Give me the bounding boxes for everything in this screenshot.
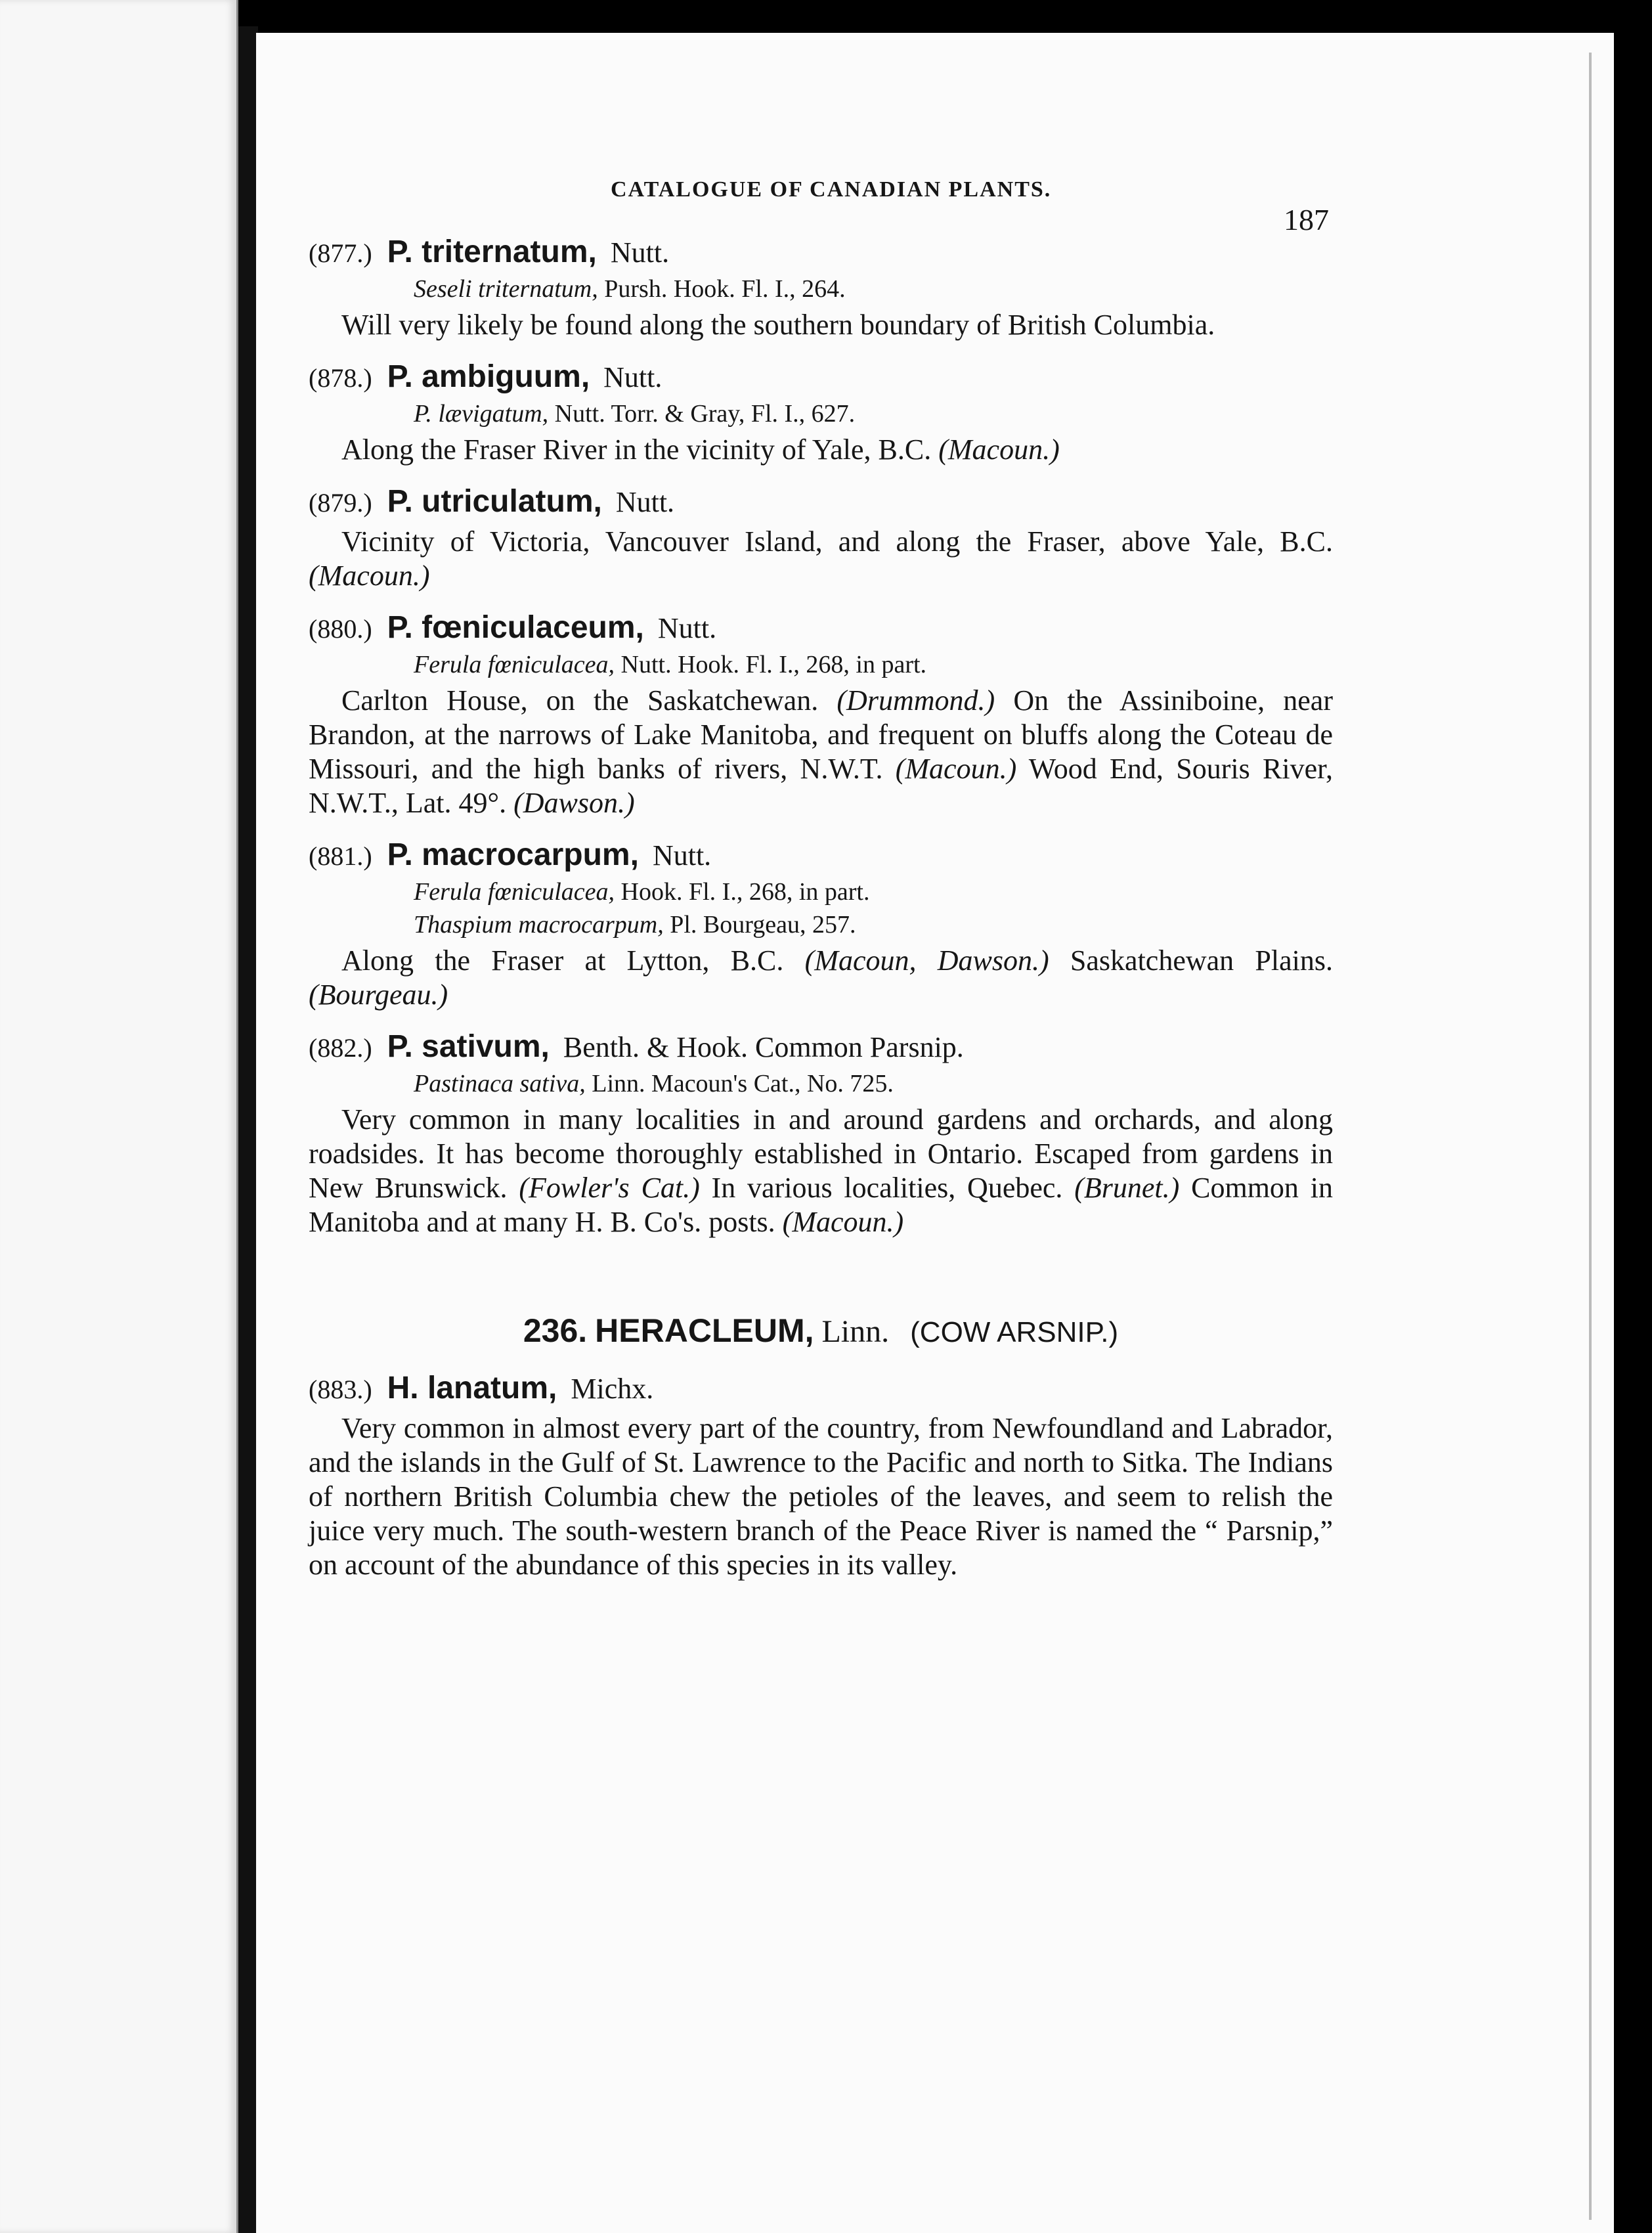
species-name: P. macrocarpum, [387, 837, 639, 872]
synonym-line [414, 875, 1333, 908]
species-name: H. lanatum, [387, 1371, 557, 1405]
synonym-reference: Pl. Bourgeau, 257. [670, 911, 856, 939]
species-entry-882 [309, 1028, 1333, 1239]
description-text: Will very likely be found along the southern boundary of British Columbia. [341, 309, 1215, 341]
entry-number: (879.) [309, 488, 372, 518]
page-edge-line [1589, 53, 1592, 2220]
species-author: Nutt. [610, 236, 670, 269]
synonym-name: Thaspium macrocarpum, [414, 911, 664, 939]
synonym-reference: Pursh. Hook. Fl. I., 264. [604, 275, 846, 303]
entry-heading [309, 609, 1333, 648]
collector-citation: (Macoun.) [309, 560, 430, 592]
entry-description: Very common in almost every part of the country, from Newfoundland and Labrador, and the islands in the Gulf of St. Lawrence to the Pacific and north to Sitka. The Indians of northern British Columbia chew the petioles of the leaves, and seem to relish the juice very much. The south-western branch of the Peace River is named the “ Parsnip,” on account of the abundance of this species in its valley. [309, 1412, 1333, 1581]
entry-heading [309, 358, 1333, 397]
entry-heading [309, 836, 1333, 875]
entry-number: (881.) [309, 841, 372, 871]
synonym-line [414, 648, 1333, 681]
synonym-line [414, 1067, 1333, 1100]
genus-author: Linn. [821, 1314, 890, 1349]
species-author: Nutt. [615, 486, 675, 518]
description-text: On the Assiniboine, near Brandon, at the narrows of Lake Manitoba, and frequent on bluffs along the Coteau de Missouri, and the high banks of rivers, N.W.T. [309, 684, 1333, 785]
description-text: Very common in many localities in and around gardens and orchards, and along roadsides. It has become thoroughly established in Ontario. Escaped from gardens in New Brunswick. [309, 1103, 1333, 1204]
species-author: Nutt. [657, 612, 717, 644]
entry-number: (882.) [309, 1033, 372, 1063]
description-text: Wood End, Souris River, N.W.T., Lat. 49°. [309, 753, 1333, 819]
species-entry-880 [309, 609, 1333, 820]
genus-common-name: (COW ARSNIP.) [910, 1316, 1119, 1348]
species-entry-881 [309, 836, 1333, 1012]
synonym-line [414, 908, 1333, 941]
synonym-reference: Nutt. Torr. & Gray, Fl. I., 627. [554, 400, 856, 428]
synonym-name: P. lævigatum, [414, 400, 549, 428]
collector-citation: (Dawson.) [513, 787, 635, 819]
entry-number: (878.) [309, 363, 372, 393]
facing-page-edge [0, 0, 238, 2233]
book-gutter [238, 26, 258, 2233]
entry-heading [309, 1028, 1333, 1067]
collector-citation: (Fowler's Cat.) [519, 1172, 700, 1204]
species-name: P. sativum, [387, 1029, 550, 1064]
synonym-reference: Linn. Macoun's Cat., No. 725. [592, 1070, 894, 1097]
description-text: In various localities, Quebec. [699, 1172, 1075, 1204]
synonym-name: Ferula fœniculacea, [414, 878, 615, 906]
collector-citation: (Macoun.) [895, 753, 1017, 785]
description-text: Vicinity of Victoria, Vancouver Island, and along the Fraser, above Yale, B.C. [341, 525, 1333, 558]
entry-number: (883.) [309, 1375, 372, 1404]
species-author: Nutt. [603, 361, 663, 393]
species-author: Michx. [571, 1373, 654, 1405]
synonym-reference: Hook. Fl. I., 268, in part. [620, 878, 870, 906]
genus-number: 236. [523, 1312, 588, 1349]
entry-description [309, 684, 1333, 820]
entry-description [309, 433, 1333, 467]
description-text: Saskatchewan Plains. [1049, 944, 1333, 977]
species-name: P. triternatum, [387, 234, 597, 269]
species-name: P. fœniculaceum, [387, 610, 644, 645]
synonym-name: Ferula fœniculacea, [414, 651, 615, 678]
synonym-reference: Nutt. Hook. Fl. I., 268, in part. [620, 651, 927, 678]
collector-citation: (Macoun, Dawson.) [804, 944, 1049, 977]
entry-number: (880.) [309, 614, 372, 644]
page-content [309, 167, 1333, 1582]
entry-description [309, 1103, 1333, 1239]
species-name: P. utriculatum, [387, 484, 602, 519]
entry-description [309, 525, 1333, 593]
species-entry-878 [309, 358, 1333, 467]
collector-citation: (Macoun.) [782, 1206, 904, 1238]
species-author: Nutt. [652, 839, 712, 872]
species-entry-877 [309, 233, 1333, 342]
genus-heading [309, 1312, 1333, 1350]
entry-heading [309, 233, 1333, 273]
synonym-line [414, 397, 1333, 430]
page-number: 187 [1284, 203, 1329, 236]
species-author: Benth. & Hook. Common Parsnip. [563, 1031, 964, 1063]
synonym-line [414, 273, 1333, 305]
description-text: Along the Fraser at Lytton, B.C. [341, 944, 805, 977]
collector-citation: (Drummond.) [837, 684, 995, 717]
genus-name: HERACLEUM, [595, 1312, 814, 1349]
species-entry-883 [309, 1369, 1333, 1582]
description-text: Common in Manitoba and at many H. B. Co's. posts. [309, 1172, 1333, 1238]
collector-citation: (Brunet.) [1074, 1172, 1180, 1204]
description-text: Carlton House, on the Saskatchewan. [341, 684, 837, 717]
species-name: P. ambiguum, [387, 359, 590, 394]
collector-citation: (Macoun.) [938, 433, 1060, 466]
description-text: Along the Fraser River in the vicinity of Yale, B.C. [341, 433, 939, 466]
synonym-name: Seseli triternatum, [414, 275, 598, 303]
entry-heading [309, 1369, 1333, 1409]
entry-heading [309, 483, 1333, 522]
entry-description [309, 944, 1333, 1012]
running-title: CATALOGUE OF CANADIAN PLANTS. [611, 177, 1052, 202]
collector-citation: (Bourgeau.) [309, 979, 448, 1011]
entry-description [309, 308, 1333, 342]
entry-number: (877.) [309, 238, 372, 268]
synonym-name: Pastinaca sativa, [414, 1070, 586, 1097]
species-entry-879 [309, 483, 1333, 593]
